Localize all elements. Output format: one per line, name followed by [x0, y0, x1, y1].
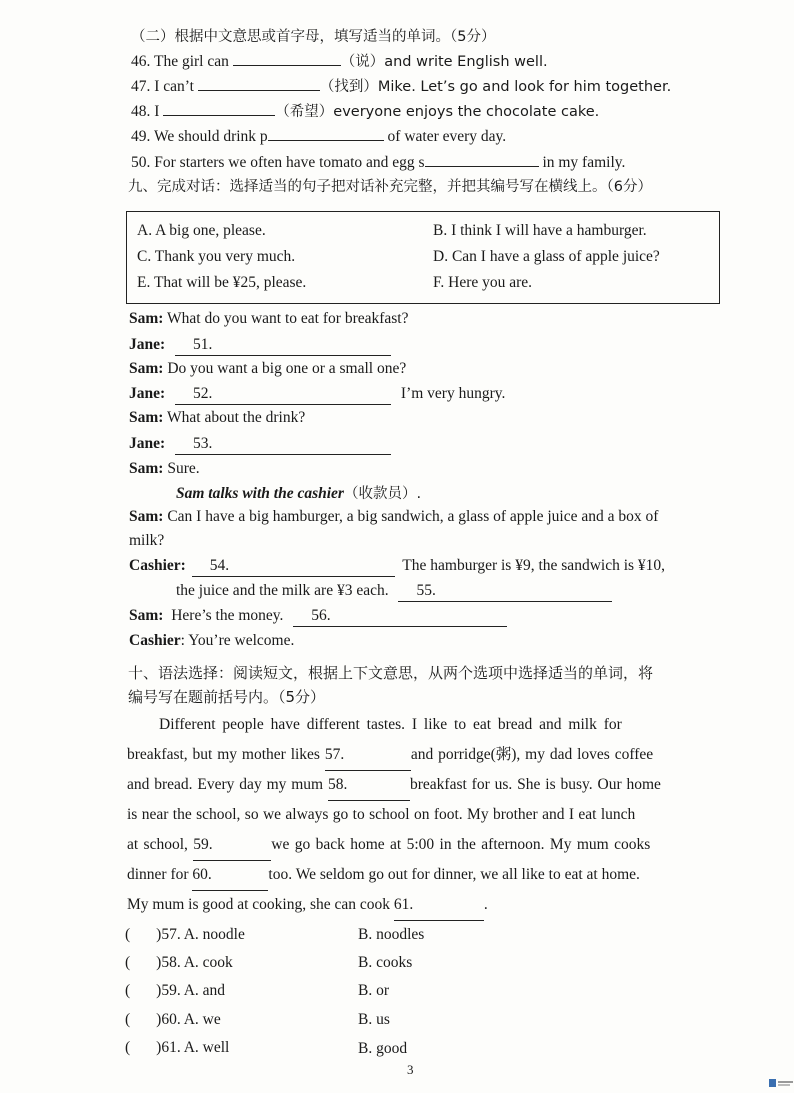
answer-blank-53[interactable]: 53. [175, 434, 391, 455]
dialog-narration [176, 484, 421, 504]
section-10-heading: 十、语法选择：阅读短文，根据上下文意思，从两个选项中选择适当的单词，将 [128, 664, 654, 682]
question-46-text: 46. The girl can [131, 53, 233, 70]
narration-text: Sam talks with the cashier [176, 485, 344, 502]
passage-line: My mum is good at cooking, she can cook 61. . [127, 890, 719, 920]
speaker-label: Jane: [129, 336, 166, 353]
passage-line: breakfast, but my mother likes 57. and porridge(粥), my dad loves coffee [127, 740, 719, 770]
speaker-label: Jane: [129, 435, 166, 452]
question-47-text: 47. I can’t [131, 78, 198, 95]
dialog-line-sam-5-cont: milk? [129, 532, 165, 549]
passage-line: and bread. Every day my mum 58. breakfast for us. She is busy. Our home [127, 770, 719, 800]
dialog-line-sam-1 [129, 309, 409, 329]
choice-row-61[interactable] [125, 1038, 229, 1058]
section-9-heading: 九、完成对话：选择适当的句子把对话补充完整，并把其编号写在横线上。（6分） [128, 179, 652, 195]
choice-option-b: B. cooks [358, 954, 413, 971]
answer-blank-57[interactable]: 57. [325, 740, 411, 771]
dialog-line-sam-5 [129, 507, 658, 527]
dialog-text: What about the drink? [163, 409, 306, 426]
option-d: D. Can I have a glass of apple juice? [433, 248, 660, 265]
speaker-label: Sam: [129, 310, 164, 327]
question-48-hint: （希望）everyone enjoys the chocolate cake. [275, 104, 600, 120]
question-49 [131, 125, 506, 147]
section-2-heading: （二）根据中文意思或首字母，填写适当的单词。（5分） [131, 29, 496, 45]
dialog-line-jane-3 [129, 434, 391, 455]
choice-option-a: )61. A. well [156, 1039, 230, 1056]
speaker-label: Sam: [129, 409, 164, 426]
dialog-text: Do you want a big one or a small one? [163, 360, 407, 377]
choice-option-b: B. good [358, 1040, 408, 1057]
choice-row-59[interactable] [125, 981, 225, 1001]
passage-line: at school, 59. we go back home at 5:00 in the afternoon. My mum cooks [127, 830, 719, 860]
answer-blank-55[interactable]: 55. [398, 581, 612, 602]
dialog-text: the juice and the milk are ¥3 each. [176, 582, 389, 599]
narration-hint: （收款员）. [343, 486, 422, 502]
question-46-hint: （说）and write English well. [340, 54, 548, 70]
speaker-label: Sam: [129, 360, 164, 377]
question-49-text: 49. We should drink p [131, 128, 268, 145]
answer-blank-51[interactable]: 51. [175, 335, 391, 356]
dialog-line-cashier-2 [129, 631, 294, 651]
answer-paren[interactable]: ( [125, 926, 131, 943]
question-48 [131, 100, 599, 122]
dialog-text: Here’s the money. [163, 607, 284, 624]
answer-paren[interactable]: ( [125, 982, 131, 999]
dialog-text: I’m very hungry. [397, 385, 506, 402]
question-48-text: 48. I [131, 103, 164, 120]
passage-line: is near the school, so we always go to school on foot. My brother and I eat lunch [127, 806, 636, 823]
dialog-text: : You’re welcome. [180, 632, 295, 649]
choice-option-b: B. us [358, 1011, 390, 1028]
choice-option-a: )57. A. noodle [156, 926, 245, 943]
answer-blank-46[interactable] [233, 50, 341, 66]
choice-row-57[interactable] [125, 925, 245, 945]
answer-blank-61[interactable]: 61. [394, 890, 484, 921]
dialog-text: What do you want to eat for breakfast? [163, 310, 409, 327]
speaker-label: Sam: [129, 607, 164, 624]
question-50-tail: in my family. [538, 154, 626, 171]
choice-option-a: )59. A. and [156, 982, 226, 999]
dialog-line-cashier-1-cont [176, 581, 612, 602]
dialog-line-cashier-1 [129, 556, 665, 577]
option-b: B. I think I will have a hamburger. [433, 222, 647, 239]
dialog-text: Can I have a big hamburger, a big sandwich, a glass of apple juice and a box of [163, 508, 659, 525]
question-47 [131, 75, 671, 97]
question-46 [131, 50, 548, 72]
passage [127, 710, 719, 920]
answer-blank-52[interactable]: 52. [175, 384, 391, 405]
dialog-line-sam-3 [129, 408, 305, 428]
choice-option-b: B. noodles [358, 926, 425, 943]
answer-blank-48[interactable] [163, 100, 275, 116]
question-50-text: 50. For starters we often have tomato and egg s [131, 154, 425, 171]
dialog-line-sam-4 [129, 459, 200, 479]
option-a: A. A big one, please. [137, 222, 266, 239]
choice-row-58[interactable] [125, 953, 233, 973]
question-49-tail: of water every day. [383, 128, 507, 145]
speaker-label: Sam: [129, 508, 164, 525]
answer-blank-54[interactable]: 54. [192, 556, 395, 577]
option-f: F. Here you are. [433, 274, 533, 291]
answer-paren[interactable]: ( [125, 1011, 131, 1028]
option-c: C. Thank you very much. [137, 248, 296, 265]
answer-blank-58[interactable]: 58. [328, 770, 410, 801]
section-10-heading-cont: 编号写在题前括号内。（5分） [128, 688, 326, 706]
dialog-line-jane-2 [129, 384, 505, 405]
answer-blank-56[interactable]: 56. [293, 606, 507, 627]
answer-blank-60[interactable]: 60. [192, 860, 268, 891]
choice-option-b: B. or [358, 982, 389, 999]
speaker-label: Cashier [129, 632, 181, 649]
dialog-text: Sure. [163, 460, 200, 477]
question-47-hint: （找到）Mike. Let’s go and look for him together. [319, 79, 672, 95]
answer-blank-47[interactable] [198, 75, 320, 91]
dialog-line-sam-6 [129, 606, 507, 627]
answer-blank-49[interactable] [268, 125, 384, 141]
choice-option-a: )60. A. we [156, 1011, 221, 1028]
option-e: E. That will be ¥25, please. [137, 274, 307, 291]
options-box [126, 211, 720, 304]
speaker-label: Sam: [129, 460, 164, 477]
passage-line: dinner for 60. too. We seldom go out for dinner, we all like to eat at home. [127, 860, 719, 890]
page-number: 3 [407, 1062, 414, 1077]
answer-blank-50[interactable] [425, 151, 539, 167]
watermark-logo-icon [769, 1078, 793, 1088]
speaker-label: Cashier: [129, 557, 186, 574]
speaker-label: Jane: [129, 385, 166, 402]
dialog-line-sam-2 [129, 359, 406, 379]
answer-paren[interactable]: ( [125, 954, 131, 971]
passage-line: Different people have different tastes. I like to eat bread and milk for [159, 716, 622, 733]
choice-row-60[interactable] [125, 1010, 221, 1030]
answer-paren[interactable]: ( [125, 1039, 131, 1056]
question-50 [131, 151, 625, 173]
choice-option-a: )58. A. cook [156, 954, 233, 971]
dialog-line-jane-1 [129, 335, 391, 356]
answer-blank-59[interactable]: 59. [193, 830, 271, 861]
dialog-text: The hamburger is ¥9, the sandwich is ¥10, [398, 557, 666, 574]
